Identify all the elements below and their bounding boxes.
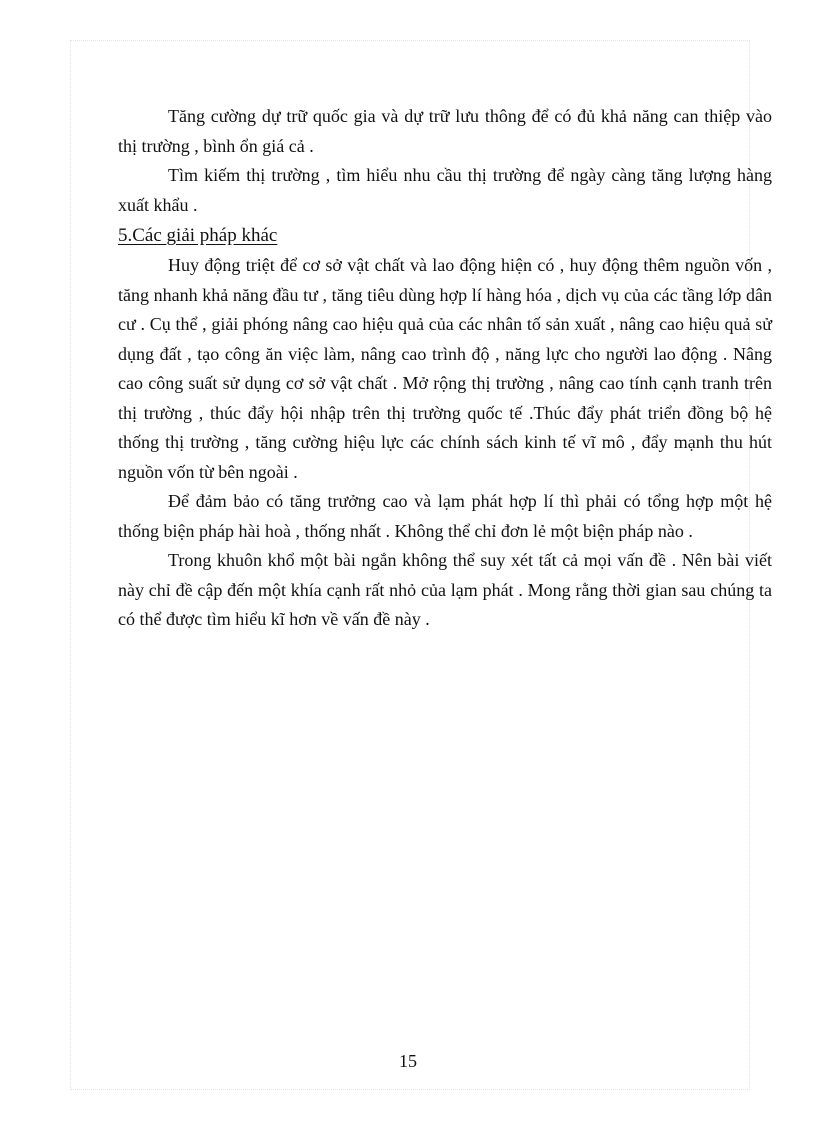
paragraph-conclusion: Trong khuôn khổ một bài ngắn không thể suy xét tất cả mọi vấn đề . Nên bài viết này chỉ đề cập đến một khía cạnh rất nhỏ của lạm phát . Mong rằng thời gian sau chúng ta có thể được tìm hiểu kĩ hơn về vấn đề này . — [118, 550, 772, 629]
paragraph-market-research: Tìm kiếm thị trường , tìm hiểu nhu cầu thị trường để ngày càng tăng lượng hàng xuất khẩu . — [118, 165, 772, 215]
document-body — [118, 102, 772, 635]
section-heading: 5.Các giải pháp khác — [118, 225, 278, 246]
paragraph-national-reserves: Tăng cường dự trữ quốc gia và dự trữ lưu thông để có đủ khả năng can thiệp vào thị trường , bình ổn giá cả . — [118, 106, 772, 156]
paragraph-mobilize-resources: Huy động triệt để cơ sở vật chất và lao động hiện có , huy động thêm nguồn vốn , tăng nhanh khả năng đầu tư , tăng tiêu dùng hợp lí hàng hóa , dịch vụ của các tầng lớp dân cư . Cụ thể , giải phóng nâng cao hiệu quả của các nhân tố sản xuất , nâng cao hiệu quả sử dụng đất , tạo công ăn việc làm, nâng cao trình độ , năng lực cho người lao động . Nâng cao công suất sử dụng cơ sở vật chất . Mở rộng thị trường , nâng cao tính cạnh tranh trên thị trường , thúc đẩy hội nhập trên thị trường quốc tế .Thúc đẩy phát triển đồng bộ hệ thống thị trường , tăng cường hiệu lực các chính sách kinh tế vĩ mô , đẩy mạnh thu hút nguồn vốn từ bên ngoài . — [118, 255, 772, 482]
page-number: 15 — [399, 1051, 417, 1071]
paragraph-growth-inflation: Để đảm bảo có tăng trưởng cao và lạm phát hợp lí thì phải có tổng hợp một hệ thống biện pháp hài hoà , thống nhất . Không thể chỉ đơn lẻ một biện pháp nào . — [118, 491, 772, 541]
